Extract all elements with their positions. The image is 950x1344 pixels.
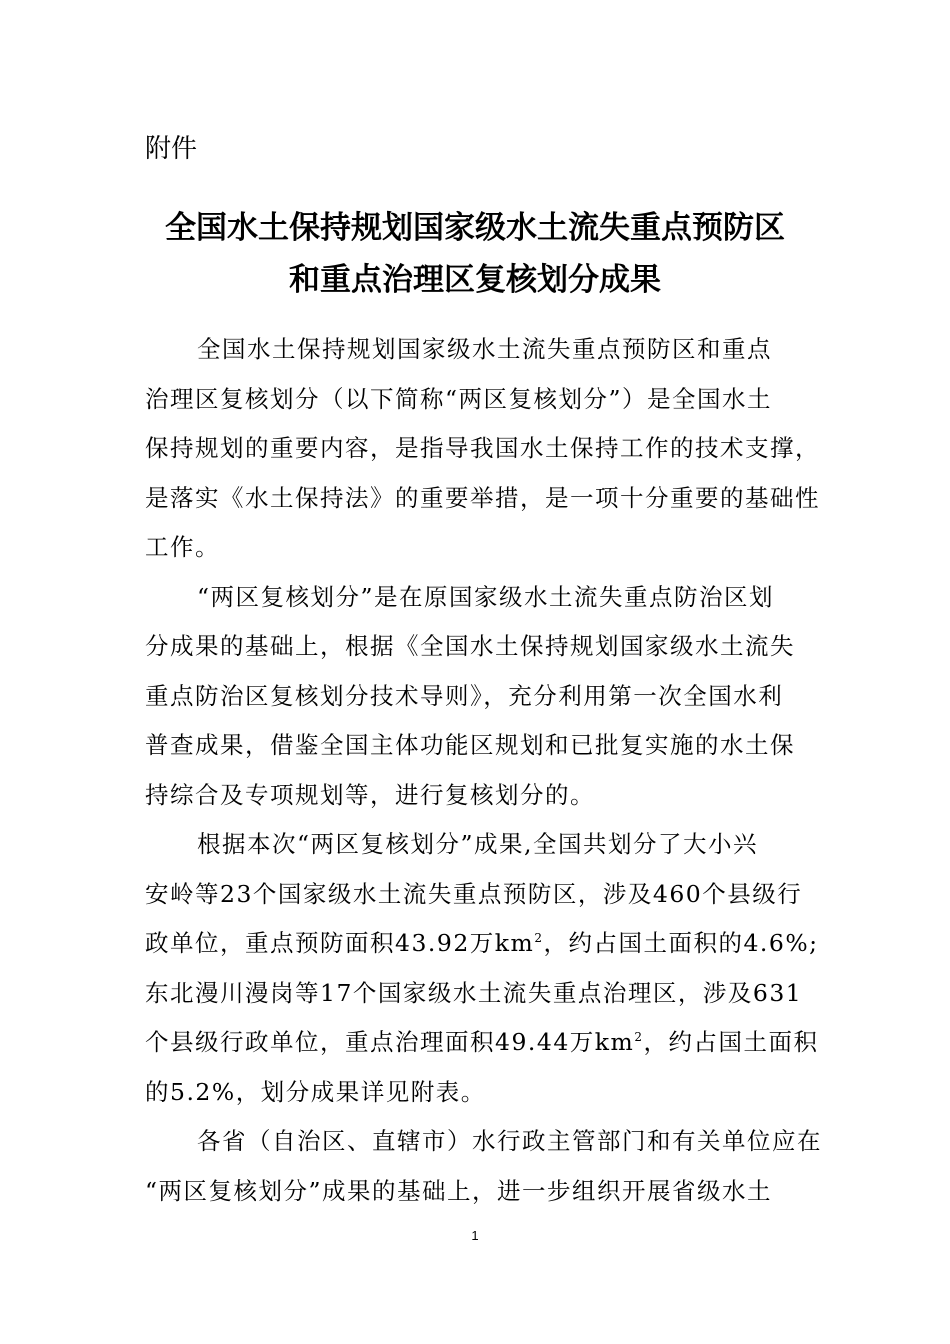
area-unit-superscript: 2 — [634, 1030, 644, 1045]
page-number: 1 — [471, 1228, 479, 1243]
line-text: ，约占国土面积 — [643, 1028, 819, 1056]
paragraph-line — [145, 919, 819, 969]
paragraph-line: 分成果的基础上，根据《全国水土保持规划国家级水土流失 — [145, 632, 795, 660]
document-body — [145, 325, 822, 1216]
paragraph-line: 普查成果，借鉴全国主体功能区规划和已批复实施的水土保 — [145, 731, 795, 759]
attachment-label: 附件 — [145, 134, 198, 164]
paragraph-provinces — [145, 1117, 822, 1216]
paragraph-basis — [145, 573, 810, 821]
title-line: 全国水土保持规划国家级水土流失重点预防区 — [165, 210, 785, 246]
paragraph-line: 持综合及专项规划等，进行复核划分的。 — [145, 780, 595, 809]
line-text: 政单位，重点预防面积43.92万km — [145, 929, 535, 957]
paragraph-line: 各省（自治区、直辖市）水行政主管部门和有关单位应在 — [197, 1127, 822, 1155]
paragraph-line: 保持规划的重要内容，是指导我国水土保持工作的技术支撑， — [145, 434, 820, 462]
document-title — [0, 202, 950, 306]
paragraph-line: 的5.2%，划分成果详见附表。 — [145, 1077, 486, 1106]
paragraph-line: “两区复核划分”成果的基础上，进一步组织开展省级水土 — [145, 1176, 773, 1205]
paragraph-line: 安岭等23个国家级水土流失重点预防区，涉及460个县级行 — [145, 879, 803, 908]
paragraph-line: “两区复核划分”是在原国家级水土流失重点防治区划 — [197, 582, 775, 611]
paragraph-line: 工作。 — [145, 533, 220, 561]
paragraph-line: 全国水土保持规划国家级水土流失重点预防区和重点 — [197, 335, 772, 363]
area-unit-superscript: 2 — [534, 931, 544, 946]
paragraph-intro — [145, 325, 820, 573]
line-text: 个县级行政单位，重点治理面积49.44万km — [145, 1028, 635, 1056]
paragraph-line: 是落实《水土保持法》的重要举措，是一项十分重要的基础性 — [145, 483, 820, 512]
title-line: 和重点治理区复核划分成果 — [289, 262, 661, 298]
paragraph-line: 东北漫川漫岗等17个国家级水土流失重点治理区，涉及631 — [145, 978, 803, 1007]
paragraph-line: 重点防治区复核划分技术导则》，充分利用第一次全国水利 — [145, 681, 784, 710]
paragraph-results — [145, 820, 819, 1117]
paragraph-line: 治理区复核划分（以下简称“两区复核划分”）是全国水土 — [145, 384, 773, 413]
line-text: ，约占国土面积的4.6%; — [543, 929, 819, 957]
paragraph-line — [145, 1018, 819, 1068]
paragraph-line: 根据本次“两区复核划分”成果,全国共划分了大小兴 — [197, 830, 758, 858]
